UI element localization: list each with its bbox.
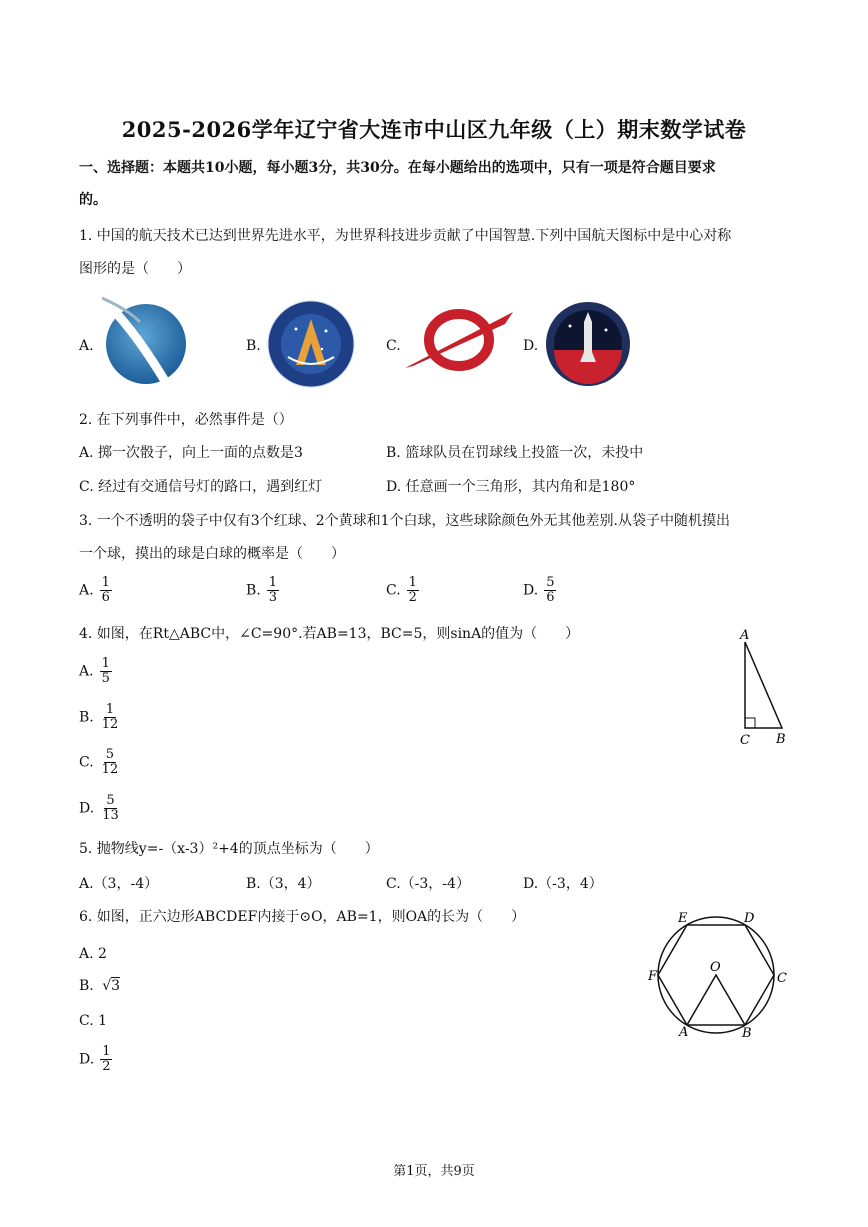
fraction-numerator: 1: [268, 575, 278, 590]
fraction-numerator: 1: [105, 702, 115, 717]
q4-option-d: [79, 794, 121, 823]
right-angle-mark: [745, 718, 755, 728]
q6-option-d-fraction: [100, 1045, 112, 1074]
vertex-label-e: E: [678, 911, 688, 926]
q3-option-c: [386, 576, 419, 605]
q6-option-c: C. 1: [79, 1013, 108, 1029]
q4-option-c: [79, 748, 120, 777]
q5-stem: 5. 抛物线y=-（x-3）²+4的顶点坐标为（ ）: [79, 841, 379, 857]
vertex-label-f: F: [648, 969, 658, 984]
rocket-logo-icon: [544, 300, 632, 388]
q2-option-c: C. 经过有交通信号灯的路口，遇到红灯: [79, 479, 323, 495]
q2-option-b: B. 篮球队员在罚球线上投篮一次，未投中: [386, 445, 644, 461]
vertex-label-b: B: [742, 1026, 752, 1040]
fraction-denominator: 2: [102, 1059, 111, 1074]
q3-option-d-fraction: [544, 576, 556, 605]
q4-option-d-label: D.: [79, 800, 95, 817]
fraction-denominator: 12: [101, 717, 119, 732]
fraction-denominator: 6: [546, 590, 555, 605]
q6-option-b: [79, 977, 120, 995]
fraction-numerator: 5: [106, 793, 115, 808]
q1-option-d-label: D.: [523, 338, 539, 354]
q4-stem: 4. 如图，在Rt△ABC中，∠C=90°.若AB=13，BC=5，则sinA的值为（ ）: [79, 626, 580, 642]
q6-option-d-label: D.: [79, 1051, 95, 1068]
q2-stem: 2. 在下列事件中，必然事件是（）: [79, 412, 293, 428]
q4-option-b-label: B.: [79, 709, 94, 726]
fraction-denominator: 12: [101, 762, 119, 777]
hexagon-circle-figure: [640, 905, 800, 1040]
fraction-denominator: 5: [101, 671, 110, 686]
fraction-denominator: 3: [268, 590, 278, 605]
q3-option-a: [79, 576, 112, 605]
section-heading-line1: 一、选择题：本题共10小题，每小题3分，共30分。在每小题给出的选项中，只有一项是符合题目要求: [79, 160, 716, 176]
q1-option-a-label: A.: [79, 338, 94, 354]
q6-option-b-label: B.: [79, 978, 94, 994]
fraction-denominator: 2: [408, 590, 417, 605]
q4-option-d-fraction: [100, 794, 121, 823]
sqrt-symbol-icon: √: [102, 978, 112, 994]
fraction-numerator: 1: [101, 656, 110, 671]
sqrt-radicand: 3: [111, 978, 121, 994]
q4-option-b: [79, 703, 120, 732]
center-label-o: O: [710, 960, 721, 975]
q4-option-a-label: A.: [79, 663, 94, 680]
right-triangle-figure: [730, 622, 800, 752]
q1-option-c-label: C.: [386, 338, 401, 354]
section-heading-line2: 的。: [79, 192, 107, 208]
q1-option-b-label: B.: [246, 338, 261, 354]
fraction-denominator: 6: [101, 590, 110, 605]
vertex-label-c: C: [740, 733, 750, 748]
q1-stem-line1: 1. 中国的航天技术已达到世界先进水平，为世界科技进步贡献了中国智慧.下列中国航天图标中是中心对称: [79, 228, 732, 244]
page-footer: 第1页，共9页: [393, 1164, 475, 1179]
globe-logo-icon: [100, 296, 192, 390]
fraction-denominator: 13: [102, 808, 119, 823]
triangle-shape: [745, 642, 782, 728]
q3-stem-line1: 3. 一个不透明的袋子中仅有3个红球、2个黄球和1个白球，这些球除颜色外无其他差别.从袋子中随机摸出: [79, 513, 730, 529]
q3-option-b-label: B.: [246, 582, 261, 599]
q4-option-a: [79, 657, 112, 686]
q2-option-a: A. 掷一次骰子，向上一面的点数是3: [79, 445, 303, 461]
q3-option-b-fraction: [267, 576, 279, 605]
q3-option-c-label: C.: [386, 582, 401, 599]
radius-segments: [687, 975, 745, 1025]
fraction-numerator: 1: [102, 1044, 111, 1059]
q5-option-c: C.（-3，-4）: [386, 876, 470, 892]
q3-option-b: [246, 576, 279, 605]
astronaut-center-logo-icon: [266, 299, 356, 389]
q4-option-c-label: C.: [79, 754, 94, 771]
orbit-logo-icon: [403, 306, 515, 372]
vertex-label-b: B: [776, 732, 786, 747]
q5-option-b: B.（3，4）: [246, 876, 321, 892]
q3-option-d-label: D.: [523, 582, 539, 599]
q6-option-a: A. 2: [79, 946, 107, 962]
vertex-label-a: A: [740, 628, 750, 643]
q3-option-d: [523, 576, 556, 605]
q3-stem-line2: 一个球，摸出的球是白球的概率是（ ）: [79, 546, 345, 562]
fraction-numerator: 1: [101, 575, 110, 590]
page-title: 2025-2026学年辽宁省大连市中山区九年级（上）期末数学试卷: [121, 117, 747, 142]
q3-option-a-fraction: [100, 576, 112, 605]
q3-option-a-label: A.: [79, 582, 94, 599]
q4-option-b-fraction: [100, 703, 121, 732]
fraction-numerator: 5: [546, 575, 555, 590]
q4-option-c-fraction: [100, 748, 121, 777]
vertex-label-a: A: [679, 1025, 689, 1040]
vertex-label-c: C: [777, 971, 787, 986]
q1-stem-line2: 图形的是（ ）: [79, 261, 191, 277]
fraction-numerator: 5: [105, 747, 115, 762]
q5-option-d: D.（-3，4）: [523, 876, 603, 892]
q6-stem: 6. 如图，正六边形ABCDEF内接于⊙O，AB=1，则OA的长为（ ）: [79, 909, 526, 925]
q3-option-c-fraction: [407, 576, 419, 605]
vertex-label-d: D: [744, 911, 755, 926]
q2-option-d: D. 任意画一个三角形，其内角和是180°: [386, 479, 636, 495]
q5-option-a: A.（3，-4）: [79, 876, 159, 892]
fraction-numerator: 1: [408, 575, 417, 590]
q4-option-a-fraction: [100, 657, 112, 686]
q6-option-d: [79, 1045, 112, 1074]
